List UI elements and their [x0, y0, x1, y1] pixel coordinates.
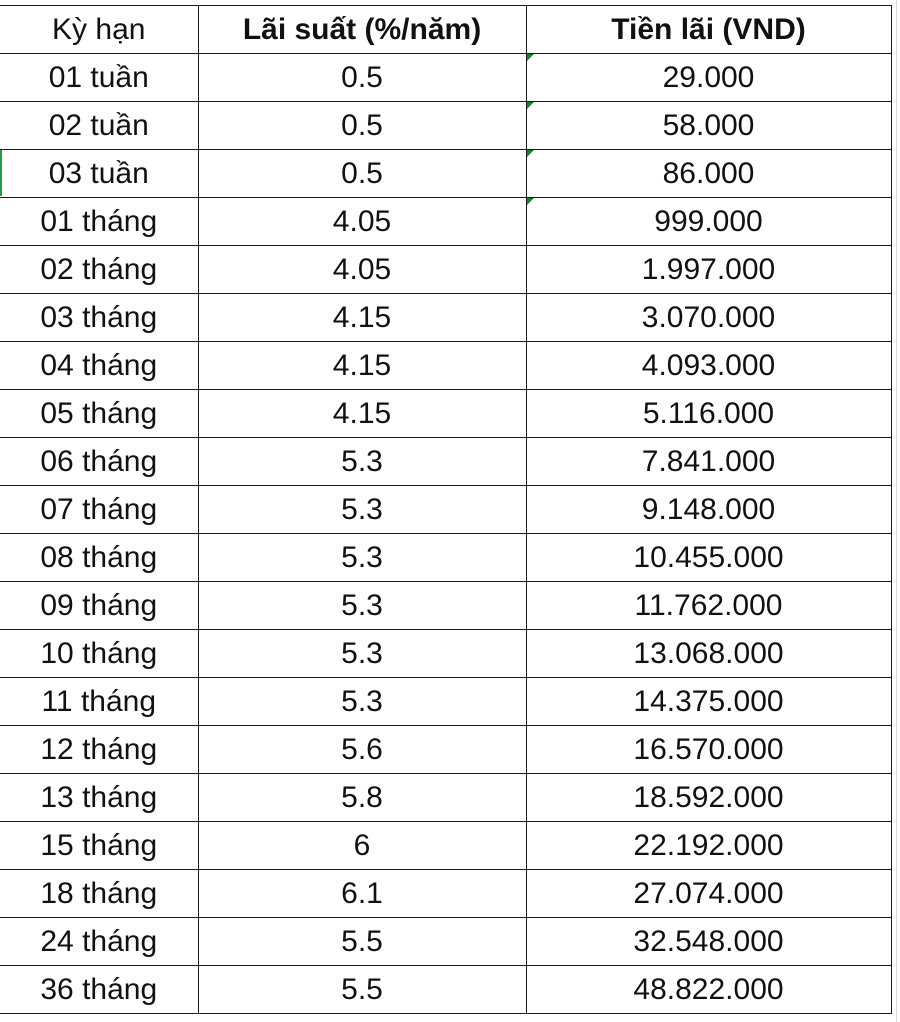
cell-term-text: 24 tháng: [40, 924, 158, 958]
comment-marker-icon[interactable]: [527, 54, 534, 61]
cell-term-text: 02 tháng: [40, 252, 158, 286]
cell-term-text: 08 tháng: [40, 540, 158, 574]
cell-rate[interactable]: [198, 486, 526, 534]
table-row: [0, 438, 891, 486]
cell-term[interactable]: [0, 198, 198, 246]
cell-interest[interactable]: [526, 822, 891, 870]
table-row: [0, 726, 891, 774]
table-row: [0, 822, 891, 870]
cell-rate[interactable]: [198, 198, 526, 246]
cell-rate-text: 5.8: [341, 780, 383, 814]
cell-interest[interactable]: [526, 438, 891, 486]
cell-rate[interactable]: [198, 246, 526, 294]
selection-indicator: [0, 150, 2, 196]
cell-rate[interactable]: [198, 678, 526, 726]
cell-interest-text: 22.192.000: [633, 828, 784, 862]
cell-term[interactable]: [0, 102, 198, 150]
cell-interest[interactable]: [526, 390, 891, 438]
cell-interest[interactable]: [526, 918, 891, 966]
cell-rate-text: 6.1: [341, 876, 383, 910]
table-row: [0, 774, 891, 822]
cell-rate-text: 5.3: [341, 444, 383, 478]
cell-interest-text: 5.116.000: [642, 396, 775, 430]
cell-interest[interactable]: [526, 870, 891, 918]
cell-rate-text: 6: [353, 828, 371, 862]
cell-interest[interactable]: [526, 54, 891, 102]
cell-rate-text: 5.6: [341, 732, 383, 766]
cell-rate[interactable]: [198, 726, 526, 774]
cell-term-text: 03 tuần: [48, 156, 149, 190]
cell-rate-text: 5.3: [341, 540, 383, 574]
cell-term-text: 09 tháng: [40, 588, 158, 622]
cell-term[interactable]: [0, 246, 198, 294]
table-row: [0, 870, 891, 918]
cell-interest-text: 16.570.000: [633, 732, 784, 766]
table-row: [0, 582, 891, 630]
cell-term[interactable]: [0, 630, 198, 678]
table-row: [0, 150, 891, 198]
table-row: [0, 294, 891, 342]
cell-interest-text: 18.592.000: [633, 780, 784, 814]
cell-rate-text: 4.15: [332, 348, 392, 382]
cell-interest[interactable]: [526, 486, 891, 534]
cell-interest-text: 999.000: [654, 204, 763, 238]
cell-term-text: 03 tháng: [40, 300, 158, 334]
cell-term-text: 05 tháng: [40, 396, 158, 430]
cell-term[interactable]: [0, 822, 198, 870]
cell-interest[interactable]: [526, 150, 891, 198]
cell-rate-text: 0.5: [341, 108, 383, 142]
cell-term-text: 13 tháng: [40, 780, 158, 814]
cell-interest[interactable]: [526, 294, 891, 342]
cell-interest[interactable]: [526, 726, 891, 774]
cell-rate-text: 5.3: [341, 636, 383, 670]
cell-rate-text: 4.05: [332, 204, 392, 238]
cell-interest[interactable]: [526, 342, 891, 390]
header-row: [0, 6, 891, 54]
cell-rate[interactable]: [198, 822, 526, 870]
cell-term-text: 11 tháng: [41, 684, 157, 718]
cell-term-text: 06 tháng: [40, 444, 158, 478]
cell-rate[interactable]: [198, 342, 526, 390]
cell-term-text: 01 tháng: [40, 204, 158, 238]
cell-rate[interactable]: [198, 774, 526, 822]
cell-rate-text: 4.15: [332, 396, 392, 430]
cell-interest-text: 4.093.000: [641, 348, 776, 382]
cell-rate[interactable]: [198, 102, 526, 150]
cell-term-text: 36 tháng: [40, 972, 158, 1006]
cell-term[interactable]: [0, 870, 198, 918]
cell-rate[interactable]: [198, 966, 526, 1014]
cell-rate[interactable]: [198, 438, 526, 486]
cell-interest[interactable]: [526, 534, 891, 582]
cell-term[interactable]: [0, 390, 198, 438]
comment-marker-icon[interactable]: [527, 198, 534, 205]
cell-term-text: 18 tháng: [40, 876, 158, 910]
table-row: [0, 246, 891, 294]
cell-interest[interactable]: [526, 630, 891, 678]
cell-term[interactable]: [0, 342, 198, 390]
table-row: [0, 630, 891, 678]
cell-interest[interactable]: [526, 246, 891, 294]
cell-interest-text: 29.000: [662, 60, 755, 94]
table-row: [0, 534, 891, 582]
cell-interest-text: 14.375.000: [633, 684, 784, 718]
cell-interest[interactable]: [526, 678, 891, 726]
cell-rate[interactable]: [198, 870, 526, 918]
table-row: [0, 102, 891, 150]
table-row: [0, 390, 891, 438]
cell-interest-text: 9.148.000: [641, 492, 776, 526]
cell-term[interactable]: [0, 726, 198, 774]
table-row: [0, 198, 891, 246]
comment-marker-icon[interactable]: [527, 150, 534, 157]
table-row: [0, 918, 891, 966]
cell-rate[interactable]: [198, 390, 526, 438]
cell-interest-text: 7.841.000: [641, 444, 776, 478]
cell-rate[interactable]: [198, 534, 526, 582]
cell-interest[interactable]: [526, 198, 891, 246]
cell-rate[interactable]: [198, 918, 526, 966]
cell-interest-text: 10.455.000: [633, 540, 784, 574]
cell-rate-text: 5.5: [341, 972, 383, 1006]
cell-interest-text: 58.000: [662, 108, 755, 142]
cell-rate[interactable]: [198, 150, 526, 198]
cell-term-text: 07 tháng: [40, 492, 158, 526]
table-row: [0, 966, 891, 1014]
cell-rate-text: 4.15: [332, 300, 392, 334]
cell-interest-text: 86.000: [662, 156, 755, 190]
cell-interest[interactable]: [526, 582, 891, 630]
interest-rate-table: [0, 5, 892, 1014]
cell-rate-text: 4.05: [332, 252, 392, 286]
cell-rate-text: 5.3: [341, 684, 383, 718]
table-row: [0, 486, 891, 534]
cell-term-text: 10 tháng: [40, 636, 158, 670]
cell-interest-text: 1.997.000: [641, 252, 776, 286]
cell-term-text: 04 tháng: [40, 348, 158, 382]
cell-rate-text: 5.3: [341, 588, 383, 622]
table-row: [0, 342, 891, 390]
cell-term-text: 15 tháng: [40, 828, 158, 862]
cell-rate-text: 0.5: [341, 60, 383, 94]
cell-term-text: 01 tuần: [48, 60, 149, 94]
gridline: [896, 0, 897, 1022]
cell-rate[interactable]: [198, 54, 526, 102]
cell-term[interactable]: [0, 54, 198, 102]
cell-interest-text: 48.822.000: [633, 972, 784, 1006]
cell-term[interactable]: [0, 534, 198, 582]
cell-term[interactable]: [0, 918, 198, 966]
cell-interest[interactable]: [526, 966, 891, 1014]
header-cell-term[interactable]: Kỳ hạn: [0, 6, 198, 54]
table-row: [0, 678, 891, 726]
cell-term[interactable]: [0, 582, 198, 630]
comment-marker-icon[interactable]: [527, 102, 534, 109]
cell-term-text: 12 tháng: [40, 732, 158, 766]
cell-term[interactable]: [0, 486, 198, 534]
header-cell-interest[interactable]: Tiền lãi (VND): [526, 6, 891, 54]
table-row: [0, 54, 891, 102]
cell-rate[interactable]: [198, 630, 526, 678]
cell-interest[interactable]: [526, 774, 891, 822]
cell-interest-text: 11.762.000: [634, 588, 783, 622]
cell-rate-text: 5.5: [341, 924, 383, 958]
cell-term[interactable]: [0, 294, 198, 342]
header-cell-rate[interactable]: Lãi suất (%/năm): [198, 6, 526, 54]
cell-term[interactable]: [0, 774, 198, 822]
cell-term[interactable]: [0, 150, 198, 198]
cell-interest-text: 3.070.000: [641, 300, 776, 334]
cell-interest-text: 27.074.000: [633, 876, 784, 910]
cell-interest[interactable]: [526, 102, 891, 150]
cell-term[interactable]: [0, 438, 198, 486]
cell-interest-text: 32.548.000: [633, 924, 784, 958]
cell-interest-text: 13.068.000: [633, 636, 784, 670]
cell-term-text: 02 tuần: [48, 108, 149, 142]
cell-rate[interactable]: [198, 582, 526, 630]
cell-rate[interactable]: [198, 294, 526, 342]
cell-term[interactable]: [0, 678, 198, 726]
cell-rate-text: 5.3: [341, 492, 383, 526]
cell-rate-text: 0.5: [341, 156, 383, 190]
cell-term[interactable]: [0, 966, 198, 1014]
